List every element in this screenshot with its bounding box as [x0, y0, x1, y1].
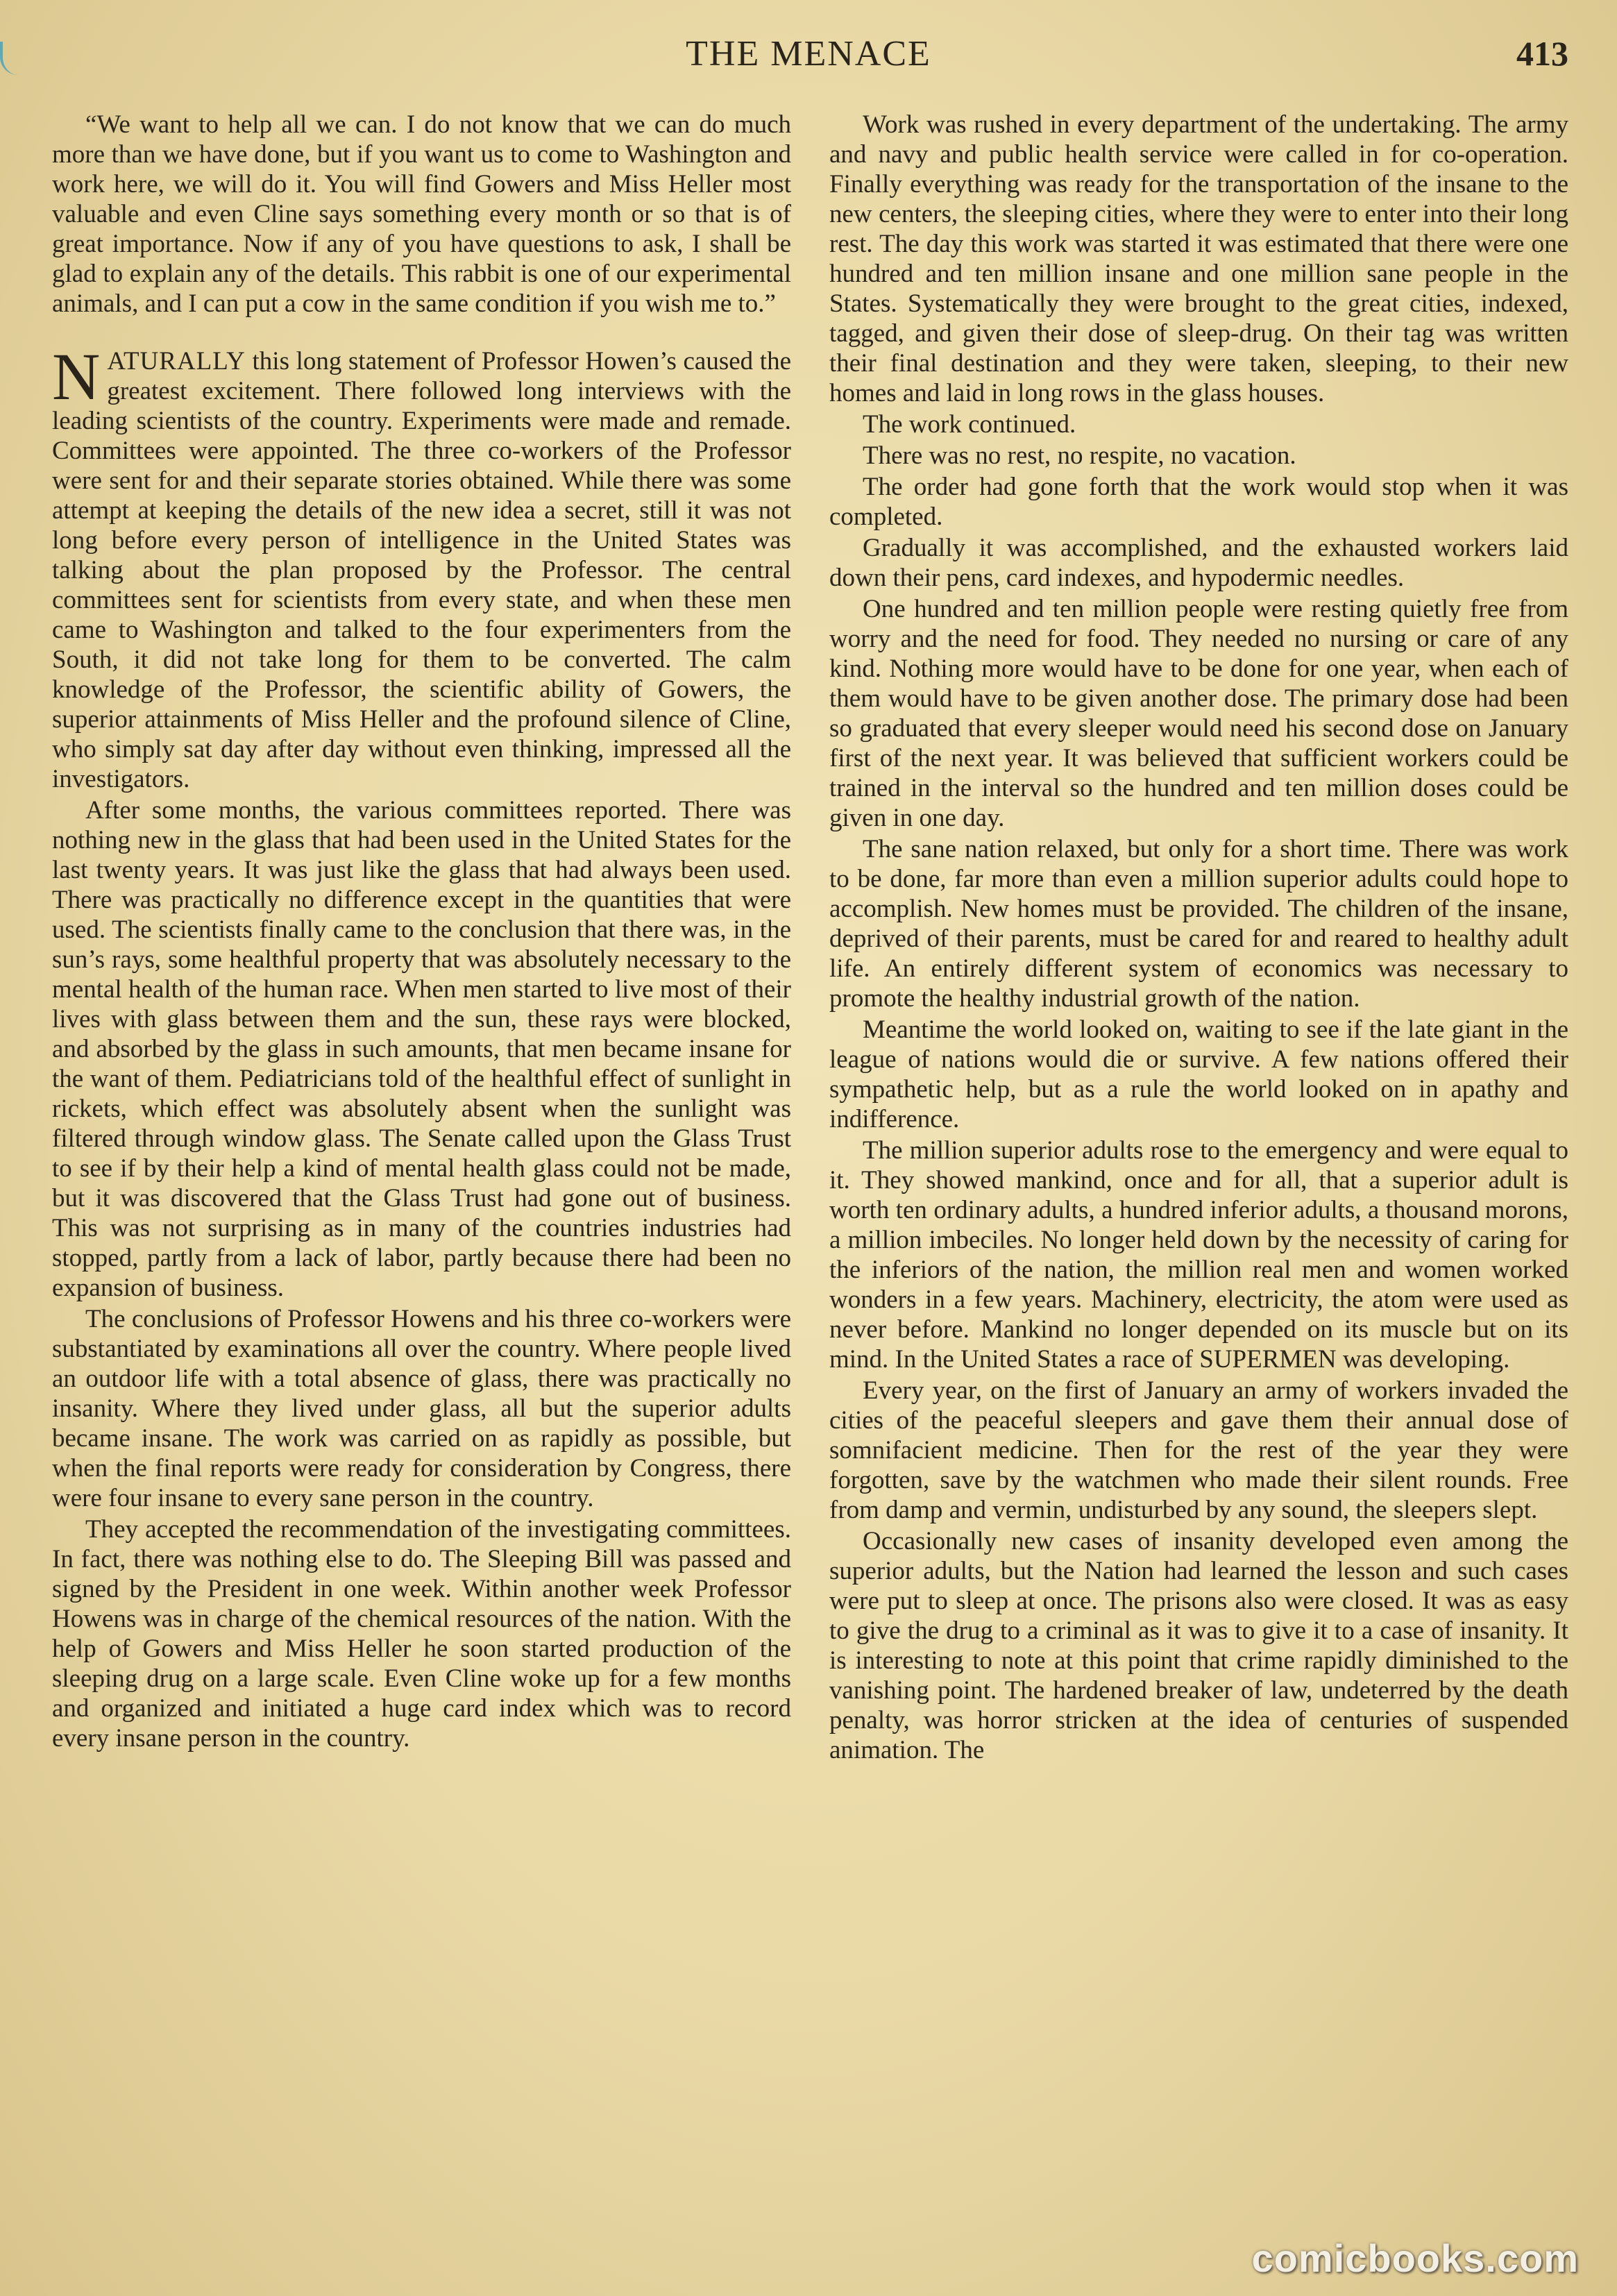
paragraph: Gradually it was accomplished, and the exhausted workers laid down their pens, card indexes, and hypodermic needles.: [829, 534, 1568, 592]
paragraph: The sane nation relaxed, but only for a short time. There was work to be done, far more than even a million superior adults could hope to accomplish. New homes must be provided. The children of the insane, deprived of their parents, must be cared for and reared to healthy adult life. An entirely different system of economics was necessary to promote the healthy industrial growth of the nation.: [829, 835, 1568, 1013]
article-body: [52, 110, 1568, 2268]
paragraph: “We want to help all we can. I do not know that we can do much more than we have done, but if you want us to come to Washington and work here, we will do it. You will find Gowers and Miss Heller most valuable and even Cline says something every month or so that is of great importance. Now if any of you have questions to ask, I shall be glad to explain any of the details. This rabbit is one of our experimental animals, and I can put a cow in the same condition if you wish me to.”: [52, 110, 791, 318]
paragraph: After some months, the various committees reported. There was nothing new in the glass that had been used in the United States for the last twenty years. It was just like the glass that had always been used. There was practically no difference except in the quantities that were used. The scientists finally came to the conclusion that there was, in the sun’s rays, some healthful property that was absolutely necessary to the mental health of the human race. When men started to live most of their lives with glass between them and the sun, these rays were blocked, and absorbed by the glass in such amounts, that men became insane for the want of them. Pediatricians told of the healthful effect of sunlight in rickets, which effect was absolutely absent when the sunlight was filtered through window glass. The Senate called upon the Glass Trust to see if by their help a kind of mental health glass could not be made, but it was discovered that the Glass Trust had gone out of business. This was not surprising as in many of the countries industries had stopped, partly from a lack of labor, partly because there had been no expansion of business.: [52, 796, 791, 1302]
right-column: [829, 110, 1568, 2268]
paragraph: The work continued.: [863, 410, 1076, 439]
paragraph: Occasionally new cases of insanity developed even among the superior adults, but the Nation had learned the lesson and such cases were put to sleep at once. The prisons also were closed. It was as easy to give the drug to a criminal as it was to give it to a case of insanity. It is interesting to note at this point that crime rapidly diminished to the vanishing point. The hardened breaker of law, undeterred by the death penalty, was horror stricken at the idea of centuries of suspended animation. The: [829, 1527, 1568, 1764]
paragraph: The order had gone forth that the work would stop when it was completed.: [829, 473, 1568, 531]
paragraph: The million superior adults rose to the emergency and were equal to it. They showed mankind, once and for all, that a superior adult is worth ten ordinary adults, a hundred inferior adults, a thousand morons, a million imbeciles. No longer held down by the necessity of caring for the inferiors of the nation, the million real men and women worked wonders in a few years. Machinery, electricity, the atom were used as never before. Mankind no longer depended on its muscle but on its mind. In the United States a race of SUPERMEN was developing.: [829, 1136, 1568, 1374]
magazine-title: THE MENACE: [686, 34, 931, 74]
page-number: 413: [1516, 34, 1568, 73]
paragraph-dropcap: [52, 339, 791, 794]
paragraph: The conclusions of Professor Howens and his three co-workers were substantiated by examinations all over the country. Where people lived an outdoor life with a total absence of glass, there was practically no insanity. Where they lived under glass, all but the superior adults became insane. The work was carried on as rapidly as possible, but when the final reports were ready for consideration by Congress, there were four insane to every sane person in the country.: [52, 1305, 791, 1512]
left-column: [52, 110, 791, 2268]
paragraph-text: this long statement of Professor Howen’s caused the greatest excitement. There followed long interviews with the leading scientists of the country. Experiments were made and remade. Committees were appointed. The three co-workers of the Professor were sent for and their separate stories obtained. While there was some attempt at keeping the details of the new idea a secret, still it was not long before every person of intelligence in the United States was talking about the plan proposed by the Professor. The central committees sent for scientists from every state, and when these men came to Washington and talked to the four experimenters from the South, it did not take long for them to be converted. The calm knowledge of the Professor, the scientific ability of Gowers, the superior attainments of Miss Heller and the profound silence of Cline, who simply sat day after day without even thinking, impressed all the investigators.: [52, 347, 791, 793]
drop-cap: N: [52, 339, 101, 414]
paragraph: Meantime the world looked on, waiting to see if the late giant in the league of nations would die or survive. A few nations offered their sympathetic help, but as a rule the world looked on in apathy and indifference.: [829, 1015, 1568, 1133]
watermark-logo: comicbooks.com: [1251, 2236, 1579, 2280]
paragraph: Every year, on the first of January an army of workers invaded the cities of the peaceful sleepers and gave them their annual dose of somnifacient medicine. Then for the rest of the year they were forgotten, save by the watchmen who made their silent rounds. Free from damp and vermin, undisturbed by any sound, the sleepers slept.: [829, 1376, 1568, 1524]
paragraph: One hundred and ten million people were resting quietly free from worry and the need for food. They needed no nursing or care of any kind. Nothing more would have to be done for one year, when each of them would have to be given another dose. The primary dose had been so graduated that every sleeper would need his second dose on January first of the next year. It was believed that sufficient workers could be trained in the interval so the hundred and ten million doses could be given in one day.: [829, 595, 1568, 832]
paragraph: There was no rest, no respite, no vacation.: [863, 441, 1296, 470]
running-header: [0, 33, 1617, 82]
paragraph: Work was rushed in every department of the undertaking. The army and navy and public health service were called in for co-operation. Finally everything was ready for the transportation of the insane to the new centers, the sleeping cities, where they were to enter into their long rest. The day this work was started it was estimated that there were one hundred and ten million insane and one million sane people in the States. Systematically they were brought to the great cities, indexed, tagged, and given their dose of sleep-drug. On their tag was written their final destination and they were taken, sleeping, to their new homes and laid in long rows in the glass houses.: [829, 110, 1568, 407]
paragraph: They accepted the recommendation of the investigating committees. In fact, there was nothing else to do. The Sleeping Bill was passed and signed by the President in one week. Within another week Professor Howens was in charge of the chemical resources of the nation. With the help of Gowers and Miss Heller he soon started production of the sleeping drug on a large scale. Even Cline woke up for a few months and organized and initiated a huge card index which was to record every insane person in the country.: [52, 1515, 791, 1753]
lead-in-caps: ATURALLY: [107, 347, 246, 375]
